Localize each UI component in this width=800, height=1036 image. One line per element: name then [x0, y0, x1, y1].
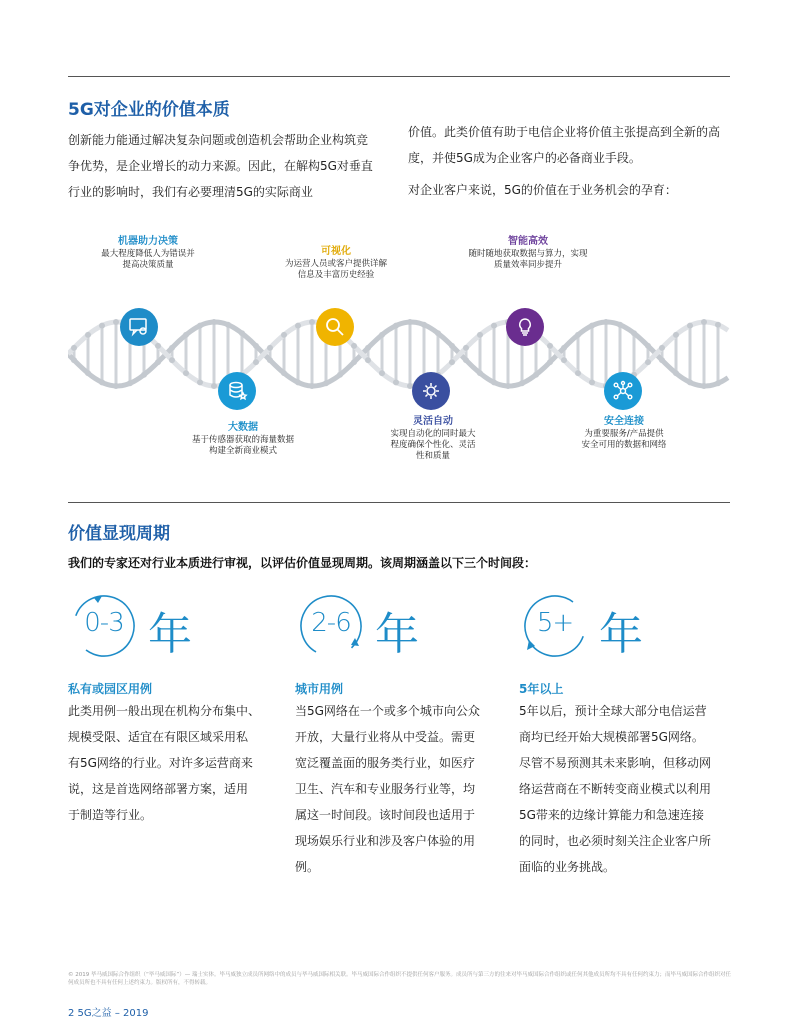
- dna-item-bigdata: [168, 422, 318, 457]
- dna-item-title: 机器助力决策: [118, 236, 178, 247]
- dna-knob: [197, 379, 203, 385]
- middle-rule: [68, 502, 730, 503]
- text-line: 有5G网络的行业。对许多运营商来: [68, 756, 253, 770]
- dna-knob: [141, 372, 147, 378]
- dna-knob: [505, 383, 511, 389]
- period-text-5-plus: [519, 698, 734, 880]
- text-line: 说，这是首选网络部署方案，适用: [68, 782, 249, 796]
- dna-knob: [603, 319, 609, 325]
- text-line: 当5G网络在一个或多个城市向公众: [295, 704, 480, 718]
- network-nodes-icon: [604, 372, 642, 410]
- dna-item-desc: 安全可用的数据和网络: [581, 440, 667, 450]
- dna-knob: [533, 372, 539, 378]
- dna-item-desc: 信息及丰富历史经验: [297, 270, 375, 280]
- dna-knob: [701, 319, 707, 325]
- dna-knob: [477, 370, 483, 376]
- dna-knob: [183, 370, 189, 376]
- dna-knob: [309, 319, 315, 325]
- dna-item-desc: 最大程度降低人为错误并: [101, 249, 195, 259]
- text-line: 5年以后，预计全球大部分电信运营: [519, 704, 707, 718]
- dna-item-security: [556, 416, 692, 451]
- dna-knob: [239, 330, 245, 336]
- dna-knob: [113, 319, 119, 325]
- dna-knob: [393, 323, 399, 329]
- dna-knob: [99, 379, 105, 385]
- dna-knob: [645, 343, 651, 349]
- dna-knob: [281, 370, 287, 376]
- dna-knob: [253, 359, 259, 365]
- dna-item-decision: [78, 236, 218, 271]
- dna-item-desc: 随时随地获取数据与算力，实现: [468, 249, 588, 259]
- dna-knob: [197, 323, 203, 329]
- dna-knob: [169, 357, 175, 363]
- period-unit: 年: [599, 609, 643, 660]
- dna-knob: [715, 322, 721, 328]
- dna-item-desc: 构建全新商业模式: [208, 446, 277, 456]
- period-0-3: [68, 590, 288, 670]
- dna-knob: [547, 359, 553, 365]
- dna-knob: [85, 370, 91, 376]
- dna-knob: [295, 379, 301, 385]
- dna-item-title: 大数据: [228, 422, 258, 433]
- dna-knob: [113, 383, 119, 389]
- text-line: 5G带来的边缘计算能力和急速连接: [519, 808, 704, 822]
- dna-item-desc: 基于传感器获取的海量数据: [191, 435, 294, 445]
- period-unit: 年: [148, 609, 192, 660]
- text-line: 尽管不易预测其未来影响，但移动网: [519, 756, 712, 770]
- dna-knob: [295, 323, 301, 329]
- dna-knob: [561, 357, 567, 363]
- dna-knob: [575, 370, 581, 376]
- dna-knob: [589, 323, 595, 329]
- dna-item-intelligence: [448, 236, 608, 271]
- text-line: 于制造等行业。: [68, 808, 153, 822]
- dna-item-title: 智能高效: [508, 236, 548, 247]
- dna-item-desc: 质量效率同步提升: [493, 260, 562, 270]
- dna-infographic: [68, 236, 730, 466]
- dna-knob: [351, 343, 357, 349]
- dna-knob: [211, 383, 217, 389]
- dna-item-desc: 为运营人员或客户提供详解: [284, 259, 387, 269]
- database-star-icon: [218, 372, 256, 410]
- gear-cycle-icon: [412, 372, 450, 410]
- dna-knob: [449, 343, 455, 349]
- dna-item-desc: 为重要服务/产品提供: [584, 429, 664, 439]
- dna-knob: [463, 357, 469, 363]
- dna-knob: [449, 359, 455, 365]
- section-title-period: 价值显现周期: [68, 524, 170, 544]
- dna-item-title: 可视化: [321, 246, 351, 257]
- text-line: 商均已经开始大规模部署5G网络。: [519, 730, 704, 744]
- dna-knob: [463, 345, 469, 351]
- page-footer: 2 5G之益 – 2019: [68, 1008, 149, 1019]
- dna-knob: [71, 357, 77, 363]
- text-line: 规模受限、适宜在有限区域采用私: [68, 730, 249, 744]
- dna-item-automation: [368, 416, 498, 462]
- period-number: 0-3: [84, 608, 124, 638]
- dna-knob: [645, 359, 651, 365]
- dna-knob: [85, 332, 91, 338]
- period-title: 私有或园区用例: [68, 682, 153, 696]
- dna-knob: [365, 357, 371, 363]
- dna-knob: [687, 323, 693, 329]
- dna-knob: [183, 332, 189, 338]
- period-number: 5+: [536, 608, 574, 638]
- period-number: 2-6: [311, 608, 351, 638]
- dna-knob: [351, 359, 357, 365]
- dna-item-desc: 性和质量: [415, 451, 450, 461]
- dna-knob: [519, 380, 525, 386]
- dna-knob: [617, 322, 623, 328]
- dna-knob: [589, 379, 595, 385]
- dna-knob: [267, 345, 273, 351]
- dna-item-title: 灵活自动: [413, 416, 453, 427]
- section-title-value: 5G对企业的价值本质: [68, 100, 230, 120]
- dna-knob: [211, 319, 217, 325]
- text-line: 例。: [295, 860, 320, 874]
- dna-knob: [309, 383, 315, 389]
- dna-knob: [323, 380, 329, 386]
- intro-right-paragraph-2: 对企业客户来说，5G的价值在于业务机会的孕育：: [408, 183, 677, 197]
- dna-knob: [659, 345, 665, 351]
- dna-knob: [379, 370, 385, 376]
- text-line: 的同时，也必须时刻关注企业客户所: [519, 834, 712, 848]
- period-text-0-3: [68, 698, 283, 828]
- intro-left-paragraph: 创新能力能通过解决复杂问题或创造机会帮助企业构筑竞争优势，是企业增长的动力来源。因此，在解构5G对垂直行业的影响时，我们有必要理清5G的实际商业: [68, 133, 373, 199]
- period-title: 5年以上: [519, 682, 564, 696]
- period-2-6: [295, 590, 515, 670]
- dna-knob: [393, 379, 399, 385]
- copyright-footnote: © 2019 毕马威国际合作组织（“毕马威国际”）— 瑞士实体。毕马威独立成员所网络中的成员与毕马威国际相关联。毕马威国际合作组织不提供任何客户服务。成员所与第三方的往来对毕马威国际合作组织或任何其他成员所均不具有任何约束力；而毕马威国际合作组织对任何成员所也不具有任何上述约束力。版权所有，不得转载。: [68, 972, 731, 986]
- dna-knob: [477, 332, 483, 338]
- dna-knob: [225, 322, 231, 328]
- dna-knob: [715, 380, 721, 386]
- dna-knob: [155, 359, 161, 365]
- dna-knob: [547, 343, 553, 349]
- dna-item-desc: 实现自动化的同时最大: [390, 429, 476, 439]
- text-line: 面临的业务挑战。: [519, 860, 616, 874]
- dna-knob: [281, 332, 287, 338]
- dna-knob: [155, 343, 161, 349]
- dna-item-visualization: [266, 246, 406, 281]
- dna-knob: [673, 332, 679, 338]
- period-5-plus: [519, 590, 739, 670]
- text-line: 络运营商在不断转变商业模式以利用: [519, 782, 712, 796]
- dna-knob: [407, 319, 413, 325]
- dna-knob: [71, 345, 77, 351]
- lightbulb-icon: [506, 308, 544, 346]
- dna-knob: [99, 323, 105, 329]
- text-line: 此类用例一般出现在机构分布集中、: [68, 704, 261, 718]
- magnifier-icon: [316, 308, 354, 346]
- dna-knob: [253, 343, 259, 349]
- dna-knob: [673, 370, 679, 376]
- text-line: 开放，大量行业将从中受益。需更: [295, 730, 476, 744]
- dna-knob: [687, 379, 693, 385]
- period-title: 城市用例: [295, 682, 344, 696]
- dna-knob: [631, 330, 637, 336]
- dna-knob: [491, 323, 497, 329]
- dna-knob: [575, 332, 581, 338]
- section-lead: 我们的专家还对行业本质进行审视，以评估价值显现周期。该周期涵盖以下三个时间段：: [68, 556, 537, 570]
- dna-knob: [701, 383, 707, 389]
- text-line: 卫生、汽车和专业服务行业等，均: [295, 782, 476, 796]
- dna-knob: [435, 330, 441, 336]
- intro-right-paragraph-1: 价值。此类价值有助于电信企业将价值主张提高到全新的高度，并使5G成为企业客户的必备商业手段。: [408, 125, 721, 165]
- text-line: 宽泛覆盖面的服务类行业，如医疗: [295, 756, 476, 770]
- dna-knob: [169, 345, 175, 351]
- dna-knob: [127, 380, 133, 386]
- dna-knob: [659, 357, 665, 363]
- top-rule: [68, 76, 730, 77]
- dna-knob: [421, 322, 427, 328]
- dna-knob: [267, 357, 273, 363]
- dna-item-title: 安全连接: [604, 416, 644, 427]
- dna-knob: [337, 372, 343, 378]
- dna-item-desc: 提高决策质量: [122, 260, 174, 270]
- dna-knob: [365, 345, 371, 351]
- period-text-2-6: [295, 698, 510, 880]
- dna-knob: [379, 332, 385, 338]
- text-line: 现场娱乐行业和涉及客户体验的用: [295, 834, 476, 848]
- text-line: 属这一时间段。该时间段也适用于: [295, 808, 476, 822]
- chat-gear-icon: [120, 308, 158, 346]
- dna-knob: [561, 345, 567, 351]
- dna-knob: [491, 379, 497, 385]
- dna-item-desc: 程度确保个性化、灵活: [390, 440, 476, 450]
- period-unit: 年: [375, 609, 419, 660]
